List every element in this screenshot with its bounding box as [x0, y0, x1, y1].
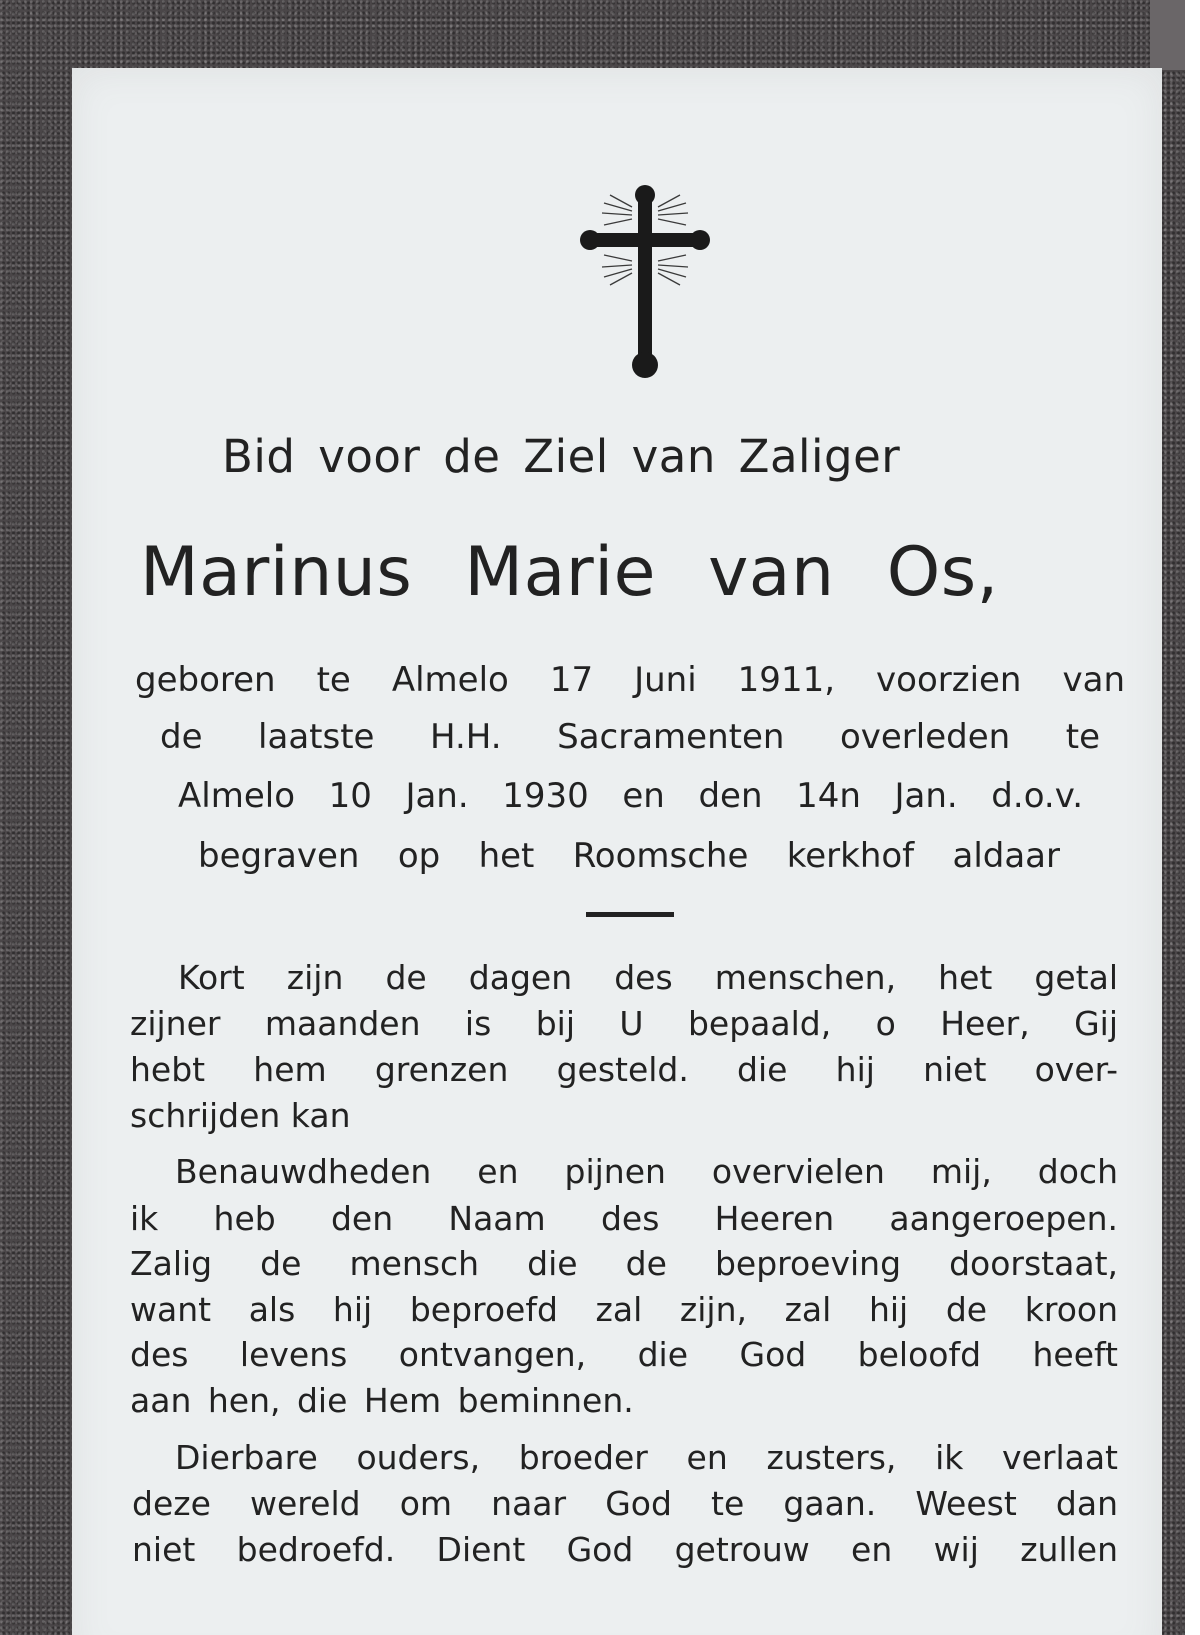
verse-line: Kort zijn de dagen des menschen, het getal — [178, 958, 1118, 997]
verse-line: Zalig de mensch die de beproeving doorstaat, — [130, 1244, 1118, 1283]
cross-icon — [580, 185, 710, 380]
verse-line: niet bedroefd. Dient God getrouw en wij zullen — [132, 1530, 1118, 1569]
verse-line: zijner maanden is bij U bepaald, o Heer, Gij — [130, 1004, 1118, 1043]
verse-line: Dierbare ouders, broeder en zusters, ik verlaat — [175, 1438, 1118, 1477]
verse-line: aan hen, die Hem beminnen. — [130, 1381, 634, 1420]
card-heading: Bid voor de Ziel van Zaliger — [222, 430, 901, 483]
verse-line: hebt hem grenzen gesteld. die hij niet over- — [130, 1050, 1118, 1089]
deceased-name: Marinus Marie van Os, — [140, 533, 999, 612]
verse-line: deze wereld om naar God te gaan. Weest dan — [132, 1484, 1118, 1523]
bio-line: begraven op het Roomsche kerkhof aldaar — [198, 836, 1060, 876]
bio-line: Almelo 10 Jan. 1930 en den 14n Jan. d.o.v. — [178, 776, 1083, 816]
verse-line: want als hij beproefd zal zijn, zal hij de kroon — [130, 1290, 1118, 1329]
verse-line: Benauwdheden en pijnen overvielen mij, doch — [175, 1152, 1118, 1191]
verse-line: des levens ontvangen, die God beloofd heeft — [130, 1335, 1118, 1374]
backing-edge — [1150, 0, 1185, 70]
verse-line: schrijden kan — [130, 1096, 351, 1135]
bio-line: geboren te Almelo 17 Juni 1911, voorzien van — [135, 660, 1125, 700]
bio-line: de laatste H.H. Sacramenten overleden te — [160, 717, 1100, 757]
divider-rule — [586, 912, 674, 917]
verse-line: ik heb den Naam des Heeren aangeroepen. — [130, 1199, 1118, 1238]
